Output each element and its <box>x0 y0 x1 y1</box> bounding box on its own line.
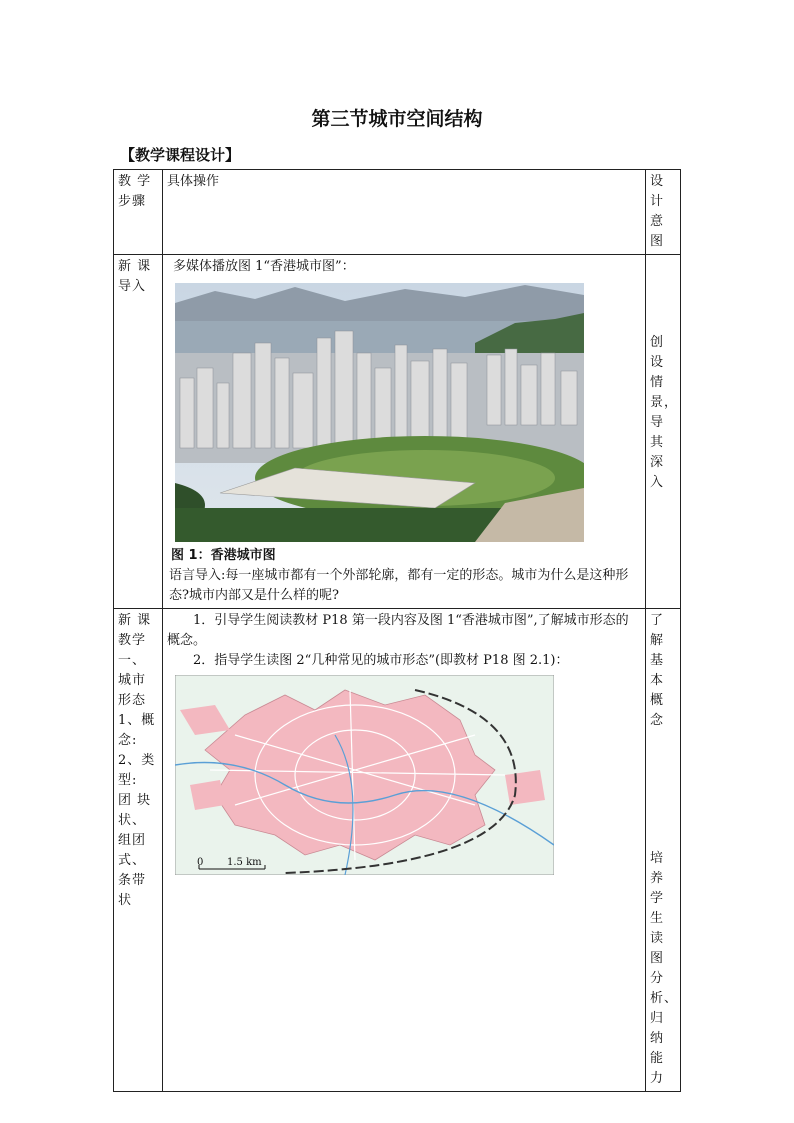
intent-new-lesson <box>646 609 681 1092</box>
header-intent: 设 计 意 图 <box>646 170 681 255</box>
step-label-type-list: 团 块 状、组团式、条带状 <box>118 793 152 908</box>
figure-1-caption: 图 1：香港城市图 <box>171 548 276 563</box>
step-intro: 新 课 导入 <box>114 255 163 609</box>
header-operation: 具体操作 <box>163 170 646 255</box>
table-header-row <box>114 170 681 255</box>
instruction-line-2: 2．指导学生读图 2“几种常见的城市形态”(即教材 P18 图 2.1)： <box>193 653 569 668</box>
operation-intro <box>163 255 646 609</box>
intent-concept: 了 解基本概念 <box>650 613 665 728</box>
hong-kong-city-photo <box>175 283 584 542</box>
intent-skills: 培 养学生读图分析、归纳能力 <box>650 851 679 1086</box>
section-heading: 【教学课程设计】 <box>120 146 241 164</box>
page-title: 第三节城市空间结构 <box>311 108 483 130</box>
header-step: 教 学 步骤 <box>114 170 163 255</box>
intent-intro-text: 创 设情景，导其深入 <box>650 335 679 490</box>
step-label-city-form: 一、城市形态 <box>118 653 147 708</box>
lesson-design-table <box>113 169 681 1092</box>
step-label-new-lesson: 新 课 教学 <box>118 613 152 648</box>
intro-paragraph: 语言导入:每一座城市都有一个外部轮廓，都有一定的形态。城市为什么是这种形态?城市内部又是什么样的呢? <box>169 568 629 603</box>
instruction-line-1: 1．引导学生阅读教材 P18 第一段内容及图 1“香港城市图”,了解城市形态的概念。 <box>167 613 629 648</box>
map-scale-zero: 0 <box>197 857 204 868</box>
operation-new-lesson <box>163 609 646 1092</box>
table-row-intro <box>114 255 681 609</box>
table-row-new-lesson <box>114 609 681 1092</box>
intent-intro <box>646 255 681 609</box>
step-new-lesson <box>114 609 163 1092</box>
city-form-map <box>175 675 554 875</box>
intro-line: 多媒体播放图 1“香港城市图”： <box>173 259 355 274</box>
step-label-type: 2、类 型: <box>118 753 156 788</box>
step-label-concept: 1、概 念: <box>118 713 156 748</box>
map-scale-distance: 1.5 km <box>227 857 262 868</box>
